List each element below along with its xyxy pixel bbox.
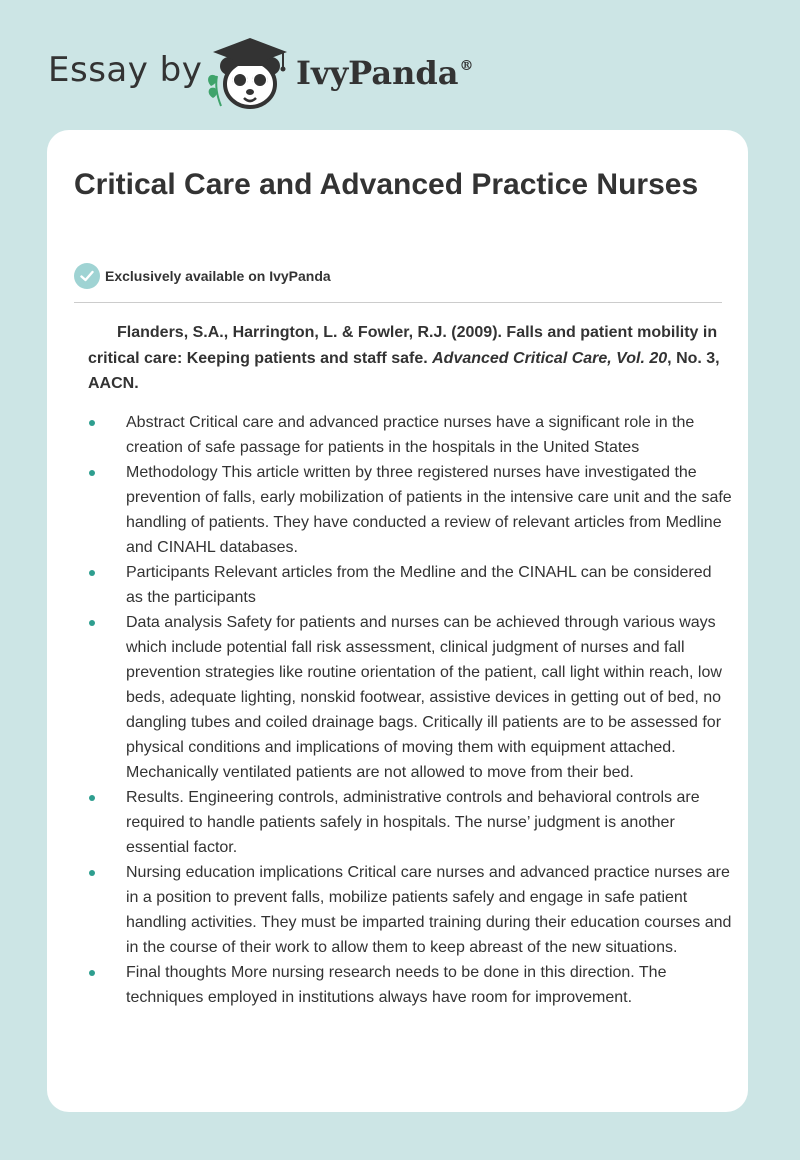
list-item [126, 610, 732, 785]
list-item [126, 410, 732, 460]
citation-authors: Flanders, S.A., Harrington, L. & Fowler, R.J. (2009). Falls and patient mobility in critical care: Keeping patients and staff safe. [88, 324, 718, 367]
bullet-icon [89, 570, 95, 576]
bullet-icon [89, 870, 95, 876]
essay-by-label: Essay by [48, 50, 203, 90]
exclusive-text: Exclusively available on IvyPanda [105, 268, 331, 284]
list-item [126, 560, 732, 610]
page-title: Critical Care and Advanced Practice Nurses [74, 168, 699, 201]
registered-mark: ® [459, 58, 474, 74]
summary-list [126, 410, 732, 1010]
divider [74, 302, 722, 303]
list-item-text: Nursing education implications Critical care nurses and advanced practice nurses are in a position to prevent falls, mobilize patients safely and engage in safe patient handling activities. They must be imparted training during their education courses and in the course of their work to allow them to keep abreast of the new situations. [126, 864, 732, 956]
list-item-text: Participants Relevant articles from the Medline and the CINAHL can be considered as the participants [126, 564, 712, 606]
list-item-text: Final thoughts More nursing research needs to be done in this direction. The techniques employed in institutions always have room for improvement. [126, 964, 667, 1006]
bullet-icon [89, 470, 95, 476]
panda-logo-icon[interactable] [203, 36, 291, 110]
bullet-icon [89, 420, 95, 426]
list-item-text: Data analysis Safety for patients and nurses can be achieved through various ways which include potential fall risk assessment, clinical judgment of nurses and fall prevention strategies like routine orientation of the patient, call light within reach, low beds, adequate lighting, nonskid footwear, assistive devices in getting out of bed, no dangling tubes and coiled drainage bags. Critically ill patients are to be assessed for physical conditions and implications of moving them with equipment attached. Mechanically ventilated patients are not allowed to move from their bed. [126, 614, 722, 781]
list-item [126, 860, 732, 960]
list-item-text: Results. Engineering controls, administrative controls and behavioral controls are required to handle patients safely in hospitals. The nurse’ judgment is another essential factor. [126, 789, 700, 856]
citation-rest: , No. 3, AACN. [88, 349, 720, 392]
bullet-icon [89, 970, 95, 976]
list-item-text: Abstract Critical care and advanced practice nurses have a significant role in the creation of safe passage for patients in the hospitals in the United States [126, 414, 695, 456]
citation [88, 320, 722, 397]
bullet-icon [89, 620, 95, 626]
check-icon [74, 263, 100, 289]
citation-journal: Advanced Critical Care, Vol. 20 [432, 349, 668, 367]
essay-card [47, 130, 748, 1112]
site-header [48, 30, 548, 110]
exclusive-badge [74, 263, 331, 289]
bullet-icon [89, 795, 95, 801]
list-item-text: Methodology This article written by three registered nurses have investigated the prevention of falls, early mobilization of patients in the intensive care unit and the safe handling of patients. They have conducted a review of relevant articles from Medline and CINAHL databases. [126, 464, 732, 556]
list-item [126, 960, 732, 1010]
list-item [126, 460, 732, 560]
brand-name[interactable]: IvyPanda® [296, 54, 474, 92]
list-item [126, 785, 732, 860]
